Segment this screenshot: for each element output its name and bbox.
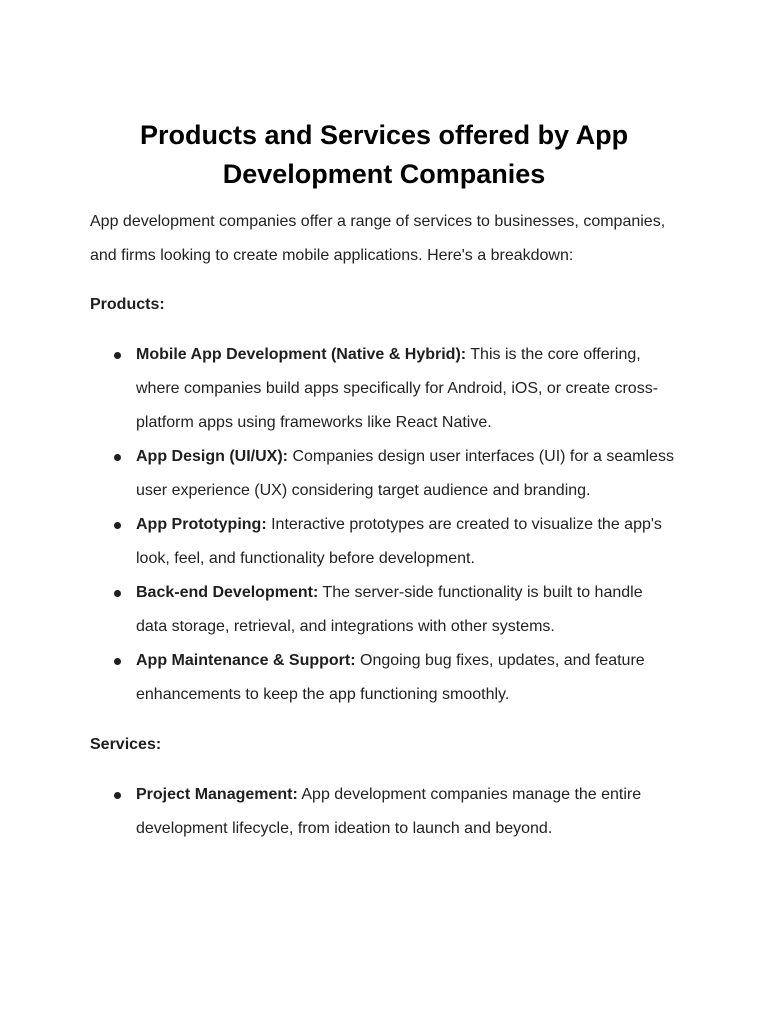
item-text: Ongoing bug fixes, updates, and feature enhancements to keep the app functioning smoothly. [136,652,645,703]
item-label: Back-end Development: [136,584,319,601]
bullet-icon [114,658,121,665]
services-heading: Services: [90,736,162,753]
bullet-icon [114,454,121,461]
item-text: Companies design user interfaces (UI) for a seamless user experience (UX) considering target audience and branding. [136,448,674,499]
item-label: App Design (UI/UX): [136,448,288,465]
list-item [90,508,678,576]
list-item [90,644,678,712]
page-title: Products and Services offered by App Development Companies [139,120,629,189]
bullet-icon [114,590,121,597]
bullet-icon [114,522,121,529]
products-list [90,338,678,712]
item-label: App Prototyping: [136,516,267,533]
item-text: Interactive prototypes are created to visualize the app's look, feel, and functionality before development. [136,516,662,567]
item-text: This is the core offering, where companies build apps specifically for Android, iOS, or create cross-platform apps using frameworks like React Native. [136,346,659,431]
services-list [90,778,678,846]
list-item [90,440,678,508]
bullet-icon [114,352,121,359]
list-item [90,778,678,846]
item-text: App development companies manage the entire development lifecycle, from ideation to launch and beyond. [136,786,642,837]
intro-paragraph: App development companies offer a range of services to businesses, companies, and firms looking to create mobile applications. Here's a breakdown: [90,213,666,264]
item-label: Mobile App Development (Native & Hybrid): [136,346,467,363]
item-text: The server-side functionality is built to handle data storage, retrieval, and integrations with other systems. [136,584,643,635]
list-item [90,338,678,440]
item-label: App Maintenance & Support: [136,652,356,669]
item-label: Project Management: [136,786,298,803]
bullet-icon [114,792,121,799]
products-heading: Products: [90,296,165,313]
list-item [90,576,678,644]
